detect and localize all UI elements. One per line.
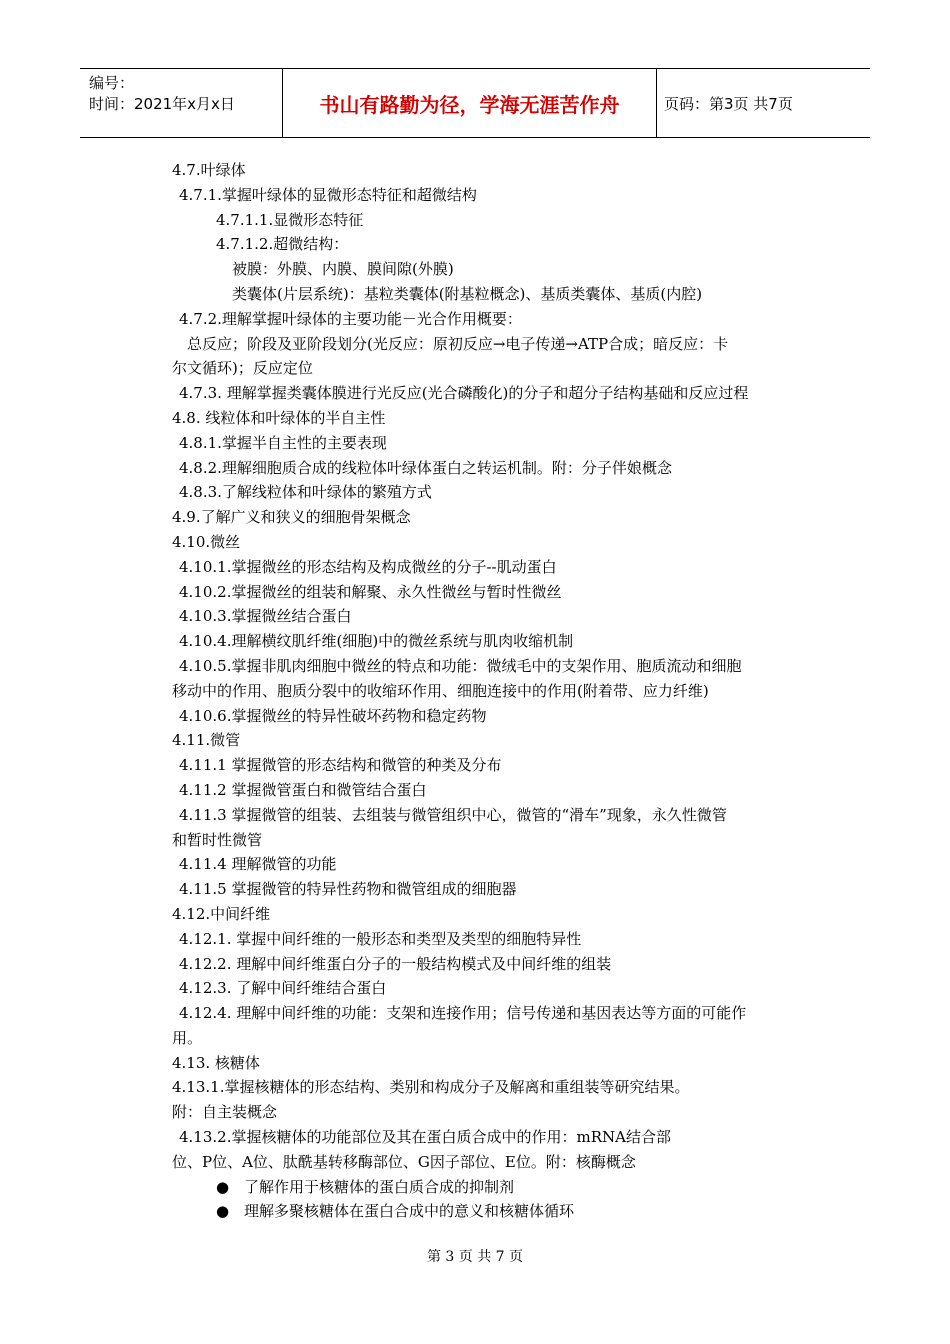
- outline-item: 4.10.4.理解横纹肌纤维(细胞)中的微丝系统与肌肉收缩机制: [179, 632, 574, 651]
- outline-item: 4.11.1 掌握微管的形态结构和微管的种类及分布: [179, 756, 502, 775]
- page-header: [80, 68, 870, 138]
- outline-item: 4.7.1.1.显微形态特征: [216, 210, 364, 229]
- bullet-icon: ●: [216, 1202, 230, 1221]
- outline-item: 4.11.5 掌握微管的特异性药物和微管组成的细胞器: [179, 880, 517, 899]
- section-heading: 4.13. 核糖体: [172, 1053, 260, 1072]
- outline-item-continued: 附：自主装概念: [172, 1103, 278, 1122]
- header-meta: [80, 69, 283, 137]
- outline-detail: 被膜：外膜、内膜、膜间隙(外膜): [232, 260, 454, 279]
- outline-item: 4.11.4 理解微管的功能: [179, 855, 337, 874]
- outline-item: 4.12.2. 理解中间纤维蛋白分子的一般结构模式及中间纤维的组装: [179, 954, 612, 973]
- outline-detail: 类囊体(片层系统)：基粒类囊体(附基粒概念)、基质类囊体、基质(内腔): [232, 284, 703, 303]
- bullet-text: 理解多聚核糖体在蛋白合成中的意义和核糖体循环: [244, 1202, 575, 1221]
- outline-item: 4.8.1.掌握半自主性的主要表现: [179, 433, 387, 452]
- outline-item: 4.8.2.理解细胞质合成的线粒体叶绿体蛋白之转运机制。附：分子伴娘概念: [179, 458, 672, 477]
- section-heading: 4.10.微丝: [172, 532, 241, 551]
- document-number-label: 编号：: [89, 74, 135, 92]
- outline-detail-continued: 尔文循环)；反应定位: [172, 359, 313, 378]
- bullet-item: [172, 1175, 812, 1200]
- outline-item: 4.10.3.掌握微丝结合蛋白: [179, 607, 352, 626]
- document-date: 时间：2021年x月x日: [89, 95, 235, 113]
- outline-item: 4.12.3. 了解中间纤维结合蛋白: [179, 979, 387, 998]
- outline-item-continued: 位、P位、A位、肽酰基转移酶部位、G因子部位、E位。附：核酶概念: [172, 1152, 636, 1171]
- bullet-text: 了解作用于核糖体的蛋白质合成的抑制剂: [244, 1177, 515, 1196]
- section-heading: 4.12.中间纤维: [172, 904, 271, 923]
- outline-item-continued: 用。: [172, 1028, 203, 1047]
- section-heading: 4.8. 线粒体和叶绿体的半自主性: [172, 408, 386, 427]
- outline-item: 4.13.2.掌握核糖体的功能部位及其在蛋白质合成中的作用：mRNA结合部: [179, 1128, 671, 1147]
- outline-item: 4.7.1.掌握叶绿体的显微形态特征和超微结构: [179, 185, 477, 204]
- section-heading: 4.11.微管: [172, 731, 241, 750]
- outline-item: 4.11.2 掌握微管蛋白和微管结合蛋白: [179, 780, 427, 799]
- header-page-info: 页码：第3页 共7页: [664, 94, 793, 113]
- outline-item: 4.7.2.理解掌握叶绿体的主要功能－光合作用概要：: [179, 309, 522, 328]
- outline-item-continued: 移动中的作用、胞质分裂中的收缩环作用、细胞连接中的作用(附着带、应力纤维): [172, 681, 709, 700]
- outline-item: 4.10.5.掌握非肌肉细胞中微丝的特点和功能：微绒毛中的支架作用、胞质流动和细胞: [179, 656, 742, 675]
- header-motto: 书山有路勤为径，学海无涯苦作舟: [283, 69, 657, 137]
- outline-item: 4.11.3 掌握微管的组装、去组装与微管组织中心，微管的“滑车”现象，永久性微管: [179, 805, 727, 824]
- bullet-icon: ●: [216, 1177, 230, 1196]
- outline-item: 4.12.4. 理解中间纤维的功能：支架和连接作用；信号传递和基因表达等方面的可能作: [179, 1004, 747, 1023]
- document-body: [172, 158, 812, 1224]
- outline-item: 4.13.1.掌握核糖体的形态结构、类别和构成分子及解离和重组装等研究结果。: [172, 1078, 690, 1097]
- outline-item: 4.12.1. 掌握中间纤维的一般形态和类型及类型的细胞特异性: [179, 929, 582, 948]
- outline-item: 4.7.1.2.超微结构：: [216, 235, 349, 254]
- outline-item: 4.10.2.掌握微丝的组装和解聚、永久性微丝与暂时性微丝: [179, 582, 562, 601]
- page-footer: 第 3 页 共 7 页: [426, 1249, 524, 1265]
- outline-detail: 总反应；阶段及亚阶段划分(光反应：原初反应→电子传递→ATP合成；暗反应：卡: [187, 334, 729, 353]
- section-heading: 4.9.了解广义和狭义的细胞骨架概念: [172, 508, 411, 527]
- outline-item: 4.10.1.掌握微丝的形态结构及构成微丝的分子--肌动蛋白: [179, 557, 557, 576]
- outline-item: 4.10.6.掌握微丝的特异性破坏药物和稳定药物: [179, 706, 487, 725]
- bullet-item: [172, 1199, 812, 1224]
- outline-item-continued: 和暂时性微管: [172, 830, 263, 849]
- outline-item: 4.8.3.了解线粒体和叶绿体的繁殖方式: [179, 483, 432, 502]
- section-heading: 4.7.叶绿体: [172, 161, 246, 179]
- outline-item: 4.7.3. 理解掌握类囊体膜进行光反应(光合磷酸化)的分子和超分子结构基础和反应过程: [179, 384, 749, 403]
